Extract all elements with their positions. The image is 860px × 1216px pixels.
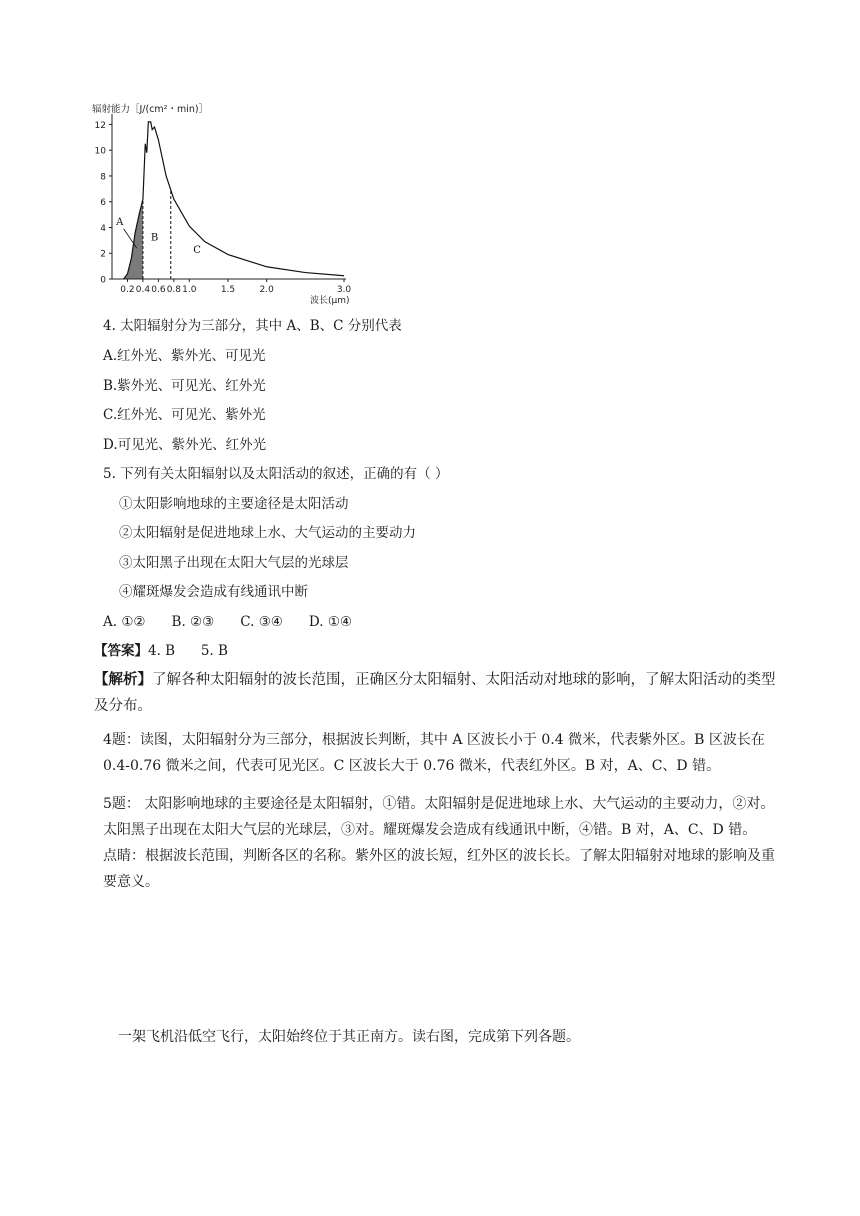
x-tick-label: 0.6 <box>151 285 166 295</box>
y-tick-label: 0 <box>100 275 106 286</box>
y-tick-label: 6 <box>100 198 106 209</box>
next-question-intro: 一架飞机沿低空飞行，太阳始终位于其正南方。读右图，完成第下列各题。 <box>118 1029 580 1045</box>
answer-text: 4. B 5. B <box>148 643 228 659</box>
q4-option-a: A.红外光、紫外光、可见光 <box>103 348 266 364</box>
q5-option-d: D. ①④ <box>308 614 353 630</box>
q5-explanation: 5题： 太阳影响地球的主要途径是太阳辐射，①错。太阳辐射是促进地球上水、大气运动的主要动力，②对。太阳黑子出现在太阳大气层的光球层，③对。耀斑爆发会造成有线通讯中断，④错。B 对，A、C、D 错。 <box>103 796 775 838</box>
answer-line <box>94 642 228 660</box>
y-axis-label: 辐射能力［J/(cm²・min)］ <box>92 104 209 115</box>
x-tick-label: 3.0 <box>336 285 352 295</box>
analysis-paragraph <box>94 667 784 719</box>
region-label-a: A <box>116 216 124 228</box>
q5-option-a: A. ①② <box>103 614 146 630</box>
q4-option-c: C.红外光、可见光、紫外光 <box>103 407 266 423</box>
x-tick-label: 0.2 <box>120 285 135 295</box>
pointer-comment: 点睛：根据波长范围，判断各区的名称。紫外区的波长短，红外区的波长长。了解太阳辐射对地球的影响及重要意义。 <box>103 848 775 890</box>
q4-stem: 4. 太阳辐射分为三部分，其中 A、B、C 分别代表 <box>103 318 402 334</box>
y-tick-label: 12 <box>94 120 106 131</box>
x-axis-label: 波长(μm) <box>310 296 350 306</box>
solar-radiation-chart <box>88 96 360 306</box>
x-tick-label: 0.4 <box>135 285 151 295</box>
q5-stem: 5. 下列有关太阳辐射以及太阳活动的叙述，正确的有（ ） <box>103 466 449 482</box>
x-tick-label: 1.5 <box>220 285 236 295</box>
q5-options <box>103 613 378 631</box>
y-tick-label: 8 <box>100 172 106 183</box>
q4-option-d: D.可见光、紫外光、红外光 <box>103 437 267 453</box>
q5-item-3: ③太阳黑子出现在太阳大气层的光球层 <box>119 555 349 571</box>
x-tick-label: 0.8 <box>166 285 182 295</box>
q4-explanation: 4题：读图，太阳辐射分为三部分，根据波长判断，其中 A 区波长小于 0.4 微米，代表紫外区。B 区波长在 0.4-0.76 微米之间，代表可见光区。C 区波长大于 0.76 微米，代表红外区。B 对，A、C、D 错。 <box>103 732 765 774</box>
q5-item-1: ①太阳影响地球的主要途径是太阳活动 <box>119 496 349 512</box>
q5-option-b: B. ②③ <box>171 614 215 630</box>
radiation-curve <box>124 122 344 279</box>
analysis-text: 了解各种太阳辐射的波长范围，正确区分太阳辐射、太阳活动对地球的影响，了解太阳活动的类型及分布。 <box>94 672 776 714</box>
y-tick-label: 4 <box>100 223 106 234</box>
q5-item-4: ④耀斑爆发会造成有线通讯中断 <box>119 584 308 600</box>
region-label-b: B <box>150 232 159 244</box>
x-tick-label: 2.0 <box>259 285 274 295</box>
x-tick-label: 1.0 <box>182 285 197 295</box>
answer-label: 【答案】 <box>94 643 148 659</box>
q4-option-b: B.紫外光、可见光、红外光 <box>103 378 266 394</box>
y-tick-label: 2 <box>100 249 106 260</box>
analysis-label: 【解析】 <box>94 672 152 688</box>
y-tick-label: 10 <box>94 146 106 157</box>
q5-item-2: ②太阳辐射是促进地球上水、大气运动的主要动力 <box>119 525 416 541</box>
region-label-c: C <box>193 245 201 257</box>
q5-option-c: C. ③④ <box>240 614 283 630</box>
